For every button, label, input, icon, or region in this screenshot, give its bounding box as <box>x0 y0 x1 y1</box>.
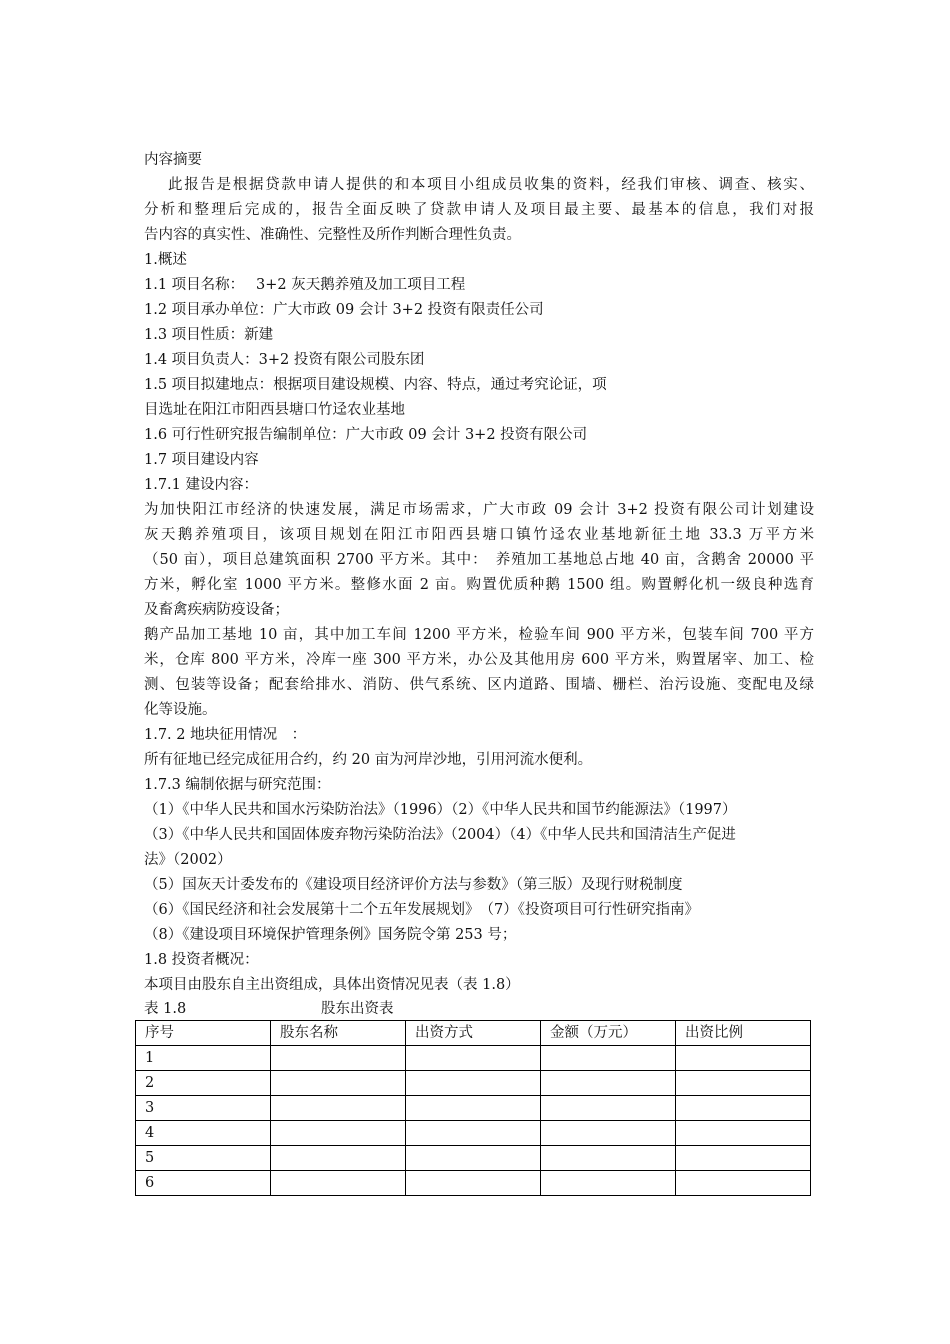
cell-empty <box>271 1121 406 1146</box>
table-row <box>136 1096 811 1121</box>
doc-title: 内容摘要 <box>144 152 202 168</box>
table-row <box>136 1171 811 1196</box>
cell-empty <box>676 1071 811 1096</box>
header-cell: 出资比例 <box>676 1021 811 1046</box>
table-row <box>136 1121 811 1146</box>
table-label: 表 1.8 <box>144 1001 187 1017</box>
row-number: 3 <box>136 1096 271 1121</box>
cell-empty <box>541 1171 676 1196</box>
shareholder-table <box>135 1020 811 1196</box>
table-caption <box>144 997 394 1021</box>
build-line: 测、包装等设备；配套给排水、消防、供气系统、区内道路、围墙、栅栏、治污设施、变配电及绿 <box>144 677 814 693</box>
intro-line: 分析和整理后完成的，报告全面反映了贷款申请人及项目最主要、最基本的信息，我们对报 <box>144 202 814 218</box>
project-nature: 1.3 项目性质：新建 <box>144 327 274 343</box>
project-name: 1.1 项目名称： 3+2 灰天鹅养殖及加工项目工程 <box>144 277 466 293</box>
project-organizer: 1.2 项目承办单位：广大市政 09 会计 3+2 投资有限责任公司 <box>144 302 544 318</box>
basis-line: （6）《国民经济和社会发展第十二个五年发展规划》 （7）《投资项目可行性研究指南》 <box>144 902 699 918</box>
basis-line: （3）《中华人民共和国固体废弃物污染防治法》（2004）（4）《中华人民共和国清洁生产促进 <box>144 827 736 843</box>
section-heading: 1.概述 <box>144 252 187 268</box>
cell-empty <box>271 1096 406 1121</box>
cell-empty <box>541 1096 676 1121</box>
cell-empty <box>271 1046 406 1071</box>
cell-empty <box>676 1121 811 1146</box>
build-line: 灰天鹅养殖项目，该项目规划在阳江市阳西县塘口镇竹迳农业基地新征土地 33.3 万平方米 <box>144 527 814 543</box>
cell-empty <box>541 1146 676 1171</box>
basis-line: （1）《中华人民共和国水污染防治法》（1996）（2）《中华人民共和国节约能源法》（1997） <box>144 802 737 818</box>
land-text: 所有征地已经完成征用合约，约 20 亩为河岸沙地，引用河流水便利。 <box>144 752 593 768</box>
table-header-row <box>136 1021 811 1046</box>
row-number: 1 <box>136 1046 271 1071</box>
cell-empty <box>676 1096 811 1121</box>
cell-empty <box>271 1146 406 1171</box>
project-leader: 1.4 项目负责人：3+2 投资有限公司股东团 <box>144 352 425 368</box>
build-line: 及畜禽疾病防疫设备； <box>144 602 289 618</box>
build-line: 化等设施。 <box>144 702 217 718</box>
row-number: 5 <box>136 1146 271 1171</box>
cell-empty <box>541 1046 676 1071</box>
cell-empty <box>406 1096 541 1121</box>
build-line: 为加快阳江市经济的快速发展，满足市场需求，广大市政 09 会计 3+2 投资有限公司计划建设 <box>144 502 814 518</box>
project-location-cont: 目选址在阳江市阳西县塘口竹迳农业基地 <box>144 402 405 418</box>
section-heading: 1.7.3 编制依据与研究范围： <box>144 777 331 793</box>
header-cell: 序号 <box>136 1021 271 1046</box>
header-cell: 出资方式 <box>406 1021 541 1046</box>
basis-line: （8）《建设项目环境保护管理条例》国务院令第 253 号； <box>144 927 517 943</box>
table-row <box>136 1071 811 1096</box>
table-title: 股东出资表 <box>321 1001 394 1017</box>
table-row <box>136 1046 811 1071</box>
cell-empty <box>406 1121 541 1146</box>
cell-empty <box>676 1046 811 1071</box>
build-line: 米，仓库 800 平方米，冷库一座 300 平方米，办公及其他用房 600 平方米，购置屠宰、加工、检 <box>144 652 814 668</box>
row-number: 4 <box>136 1121 271 1146</box>
cell-empty <box>271 1071 406 1096</box>
cell-empty <box>541 1071 676 1096</box>
basis-line: 法》（2002） <box>144 852 232 868</box>
section-heading: 1.7.1 建设内容： <box>144 477 259 493</box>
cell-empty <box>676 1146 811 1171</box>
cell-empty <box>271 1171 406 1196</box>
report-author: 1.6 可行性研究报告编制单位：广大市政 09 会计 3+2 投资有限公司 <box>144 427 588 443</box>
investor-text: 本项目由股东自主出资组成，具体出资情况见表（表 1.8） <box>144 977 520 993</box>
cell-empty <box>406 1146 541 1171</box>
intro-line: 告内容的真实性、准确性、完整性及所作判断合理性负责。 <box>144 227 521 243</box>
section-heading: 1.7 项目建设内容 <box>144 452 259 468</box>
cell-empty <box>676 1171 811 1196</box>
header-cell: 股东名称 <box>271 1021 406 1046</box>
basis-line: （5）国灰天计委发布的《建设项目经济评价方法与参数》（第三版）及现行财税制度 <box>144 877 683 893</box>
section-heading: 1.7. 2 地块征用情况 ： <box>144 727 307 743</box>
build-line: （50 亩），项目总建筑面积 2700 平方米。其中： 养殖加工基地总占地 40 亩，含鹅舍 20000 平 <box>144 552 814 568</box>
build-line: 鹅产品加工基地 10 亩，其中加工车间 1200 平方米，检验车间 900 平方米，包装车间 700 平方 <box>144 627 814 643</box>
cell-empty <box>406 1046 541 1071</box>
row-number: 2 <box>136 1071 271 1096</box>
section-heading: 1.8 投资者概况： <box>144 952 259 968</box>
intro-line: 此报告是根据贷款申请人提供的和本项目小组成员收集的资料，经我们审核、调查、核实、 <box>168 177 814 193</box>
header-cell: 金额（万元） <box>541 1021 676 1046</box>
row-number: 6 <box>136 1171 271 1196</box>
cell-empty <box>541 1121 676 1146</box>
cell-empty <box>406 1071 541 1096</box>
cell-empty <box>406 1171 541 1196</box>
project-location: 1.5 项目拟建地点：根据项目建设规模、内容、特点，通过考究论证，项 <box>144 377 607 393</box>
table-row <box>136 1146 811 1171</box>
build-line: 方米，孵化室 1000 平方米。整修水面 2 亩。购置优质种鹅 1500 组。购置孵化机一级良种选育 <box>144 577 814 593</box>
